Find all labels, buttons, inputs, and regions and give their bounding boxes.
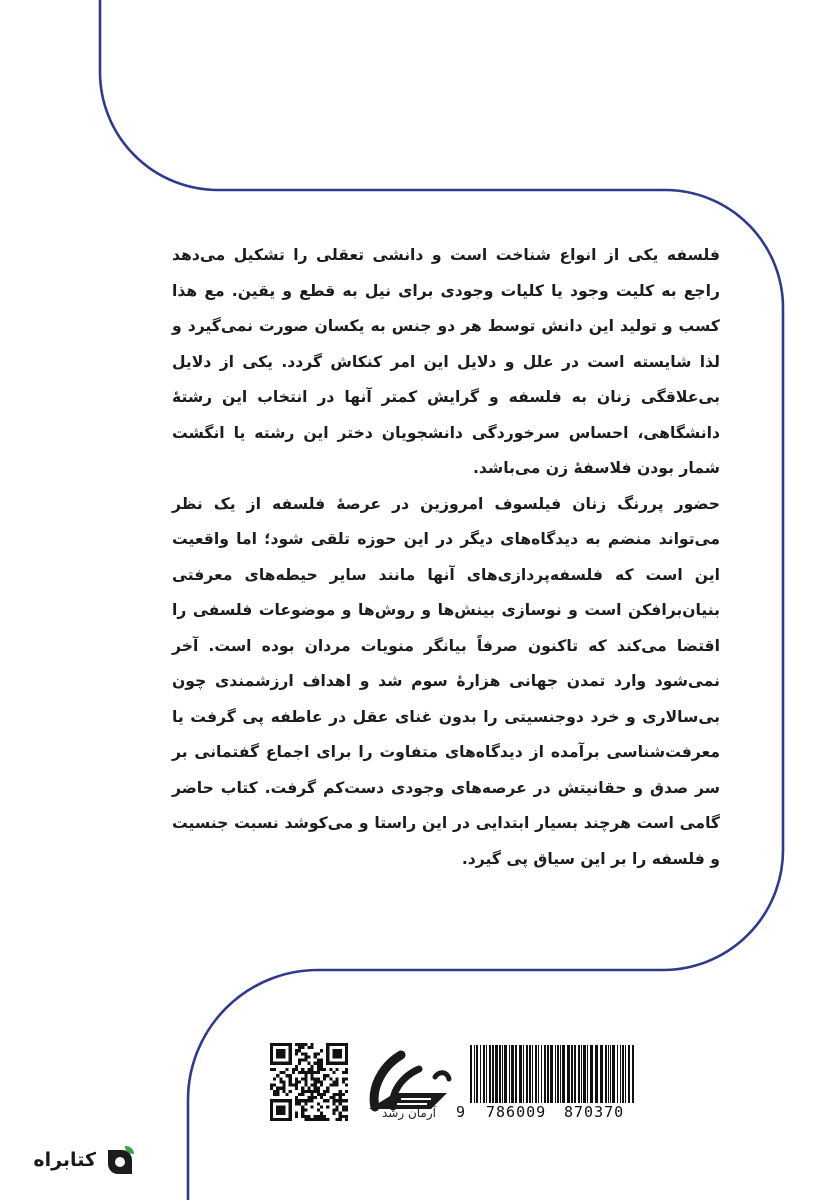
isbn-prefix: 9 (456, 1103, 466, 1121)
publisher-name: آرمان رشد (382, 1106, 436, 1120)
ketabrah-logo-icon (100, 1144, 136, 1180)
isbn-digits-left: 786009 (486, 1103, 547, 1121)
ketabrah-watermark (26, 1140, 136, 1184)
isbn-digits-right: 870370 (564, 1103, 625, 1121)
back-cover-blurb (172, 238, 720, 877)
ketabrah-watermark-text: کتابراه (33, 1149, 96, 1171)
isbn-barcode (468, 1045, 638, 1105)
qr-code (270, 1043, 348, 1121)
blurb-paragraph: حضور پررنگ زنان فیلسوف امروزین در عرصهٔ فلسفه از یک نظر می‌تواند منضم به دیدگاه‌های دیگر در این حوزه تلقی شود؛ اما واقعیت این است که فلسفه‌پردازی‌های آنها مانند سایر حیطه‌های معرفتی بنیان‌برافکن است و نوسازی بینش‌ها و روش‌ها و موضوعات فلسفی را اقتضا می‌کند که تاکنون صرفاً بیانگر منویات مردان بوده است. آخر نمی‌شود وارد تمدن جهانی هزارهٔ سوم شد و اهداف ارزشمندی چون بی‌سالاری و خرد دوجنسیتی را بدون غنای عقل در عاطفه پی گرفت یا معرفت‌شناسی برآمده از دیدگاه‌های متفاوت را برای اجماع گفتمانی بر سر صدق و حقانیتش در عرصه‌های وجودی دست‌کم گرفت. کتاب حاضر گامی است هرچند بسیار ابتدایی در این راستا و می‌کوشد نسبت جنسیت و فلسفه را بر این سیاق پی گیرد. (172, 494, 720, 868)
blurb-paragraph: فلسفه یکی از انواع شناخت است و دانشی تعقلی را تشکیل می‌دهد راجع به کلیت وجود یا کلیات وجودی برای نیل به قطع و یقین. مع هذا کسب و تولید این دانش توسط هر دو جنس به یکسان صورت نمی‌گیرد و لذا شایسته است در علل و دلایل این امر کنکاش گردد. یکی از دلایل بی‌علاقگی زنان به فلسفه و گرایش کمتر آنها در انتخاب این رشتهٔ دانشگاهی، احساس سرخوردگی دانشجویان دختر این رشته یا انگشت شمار بودن فلاسفهٔ زن می‌باشد. (172, 246, 720, 477)
